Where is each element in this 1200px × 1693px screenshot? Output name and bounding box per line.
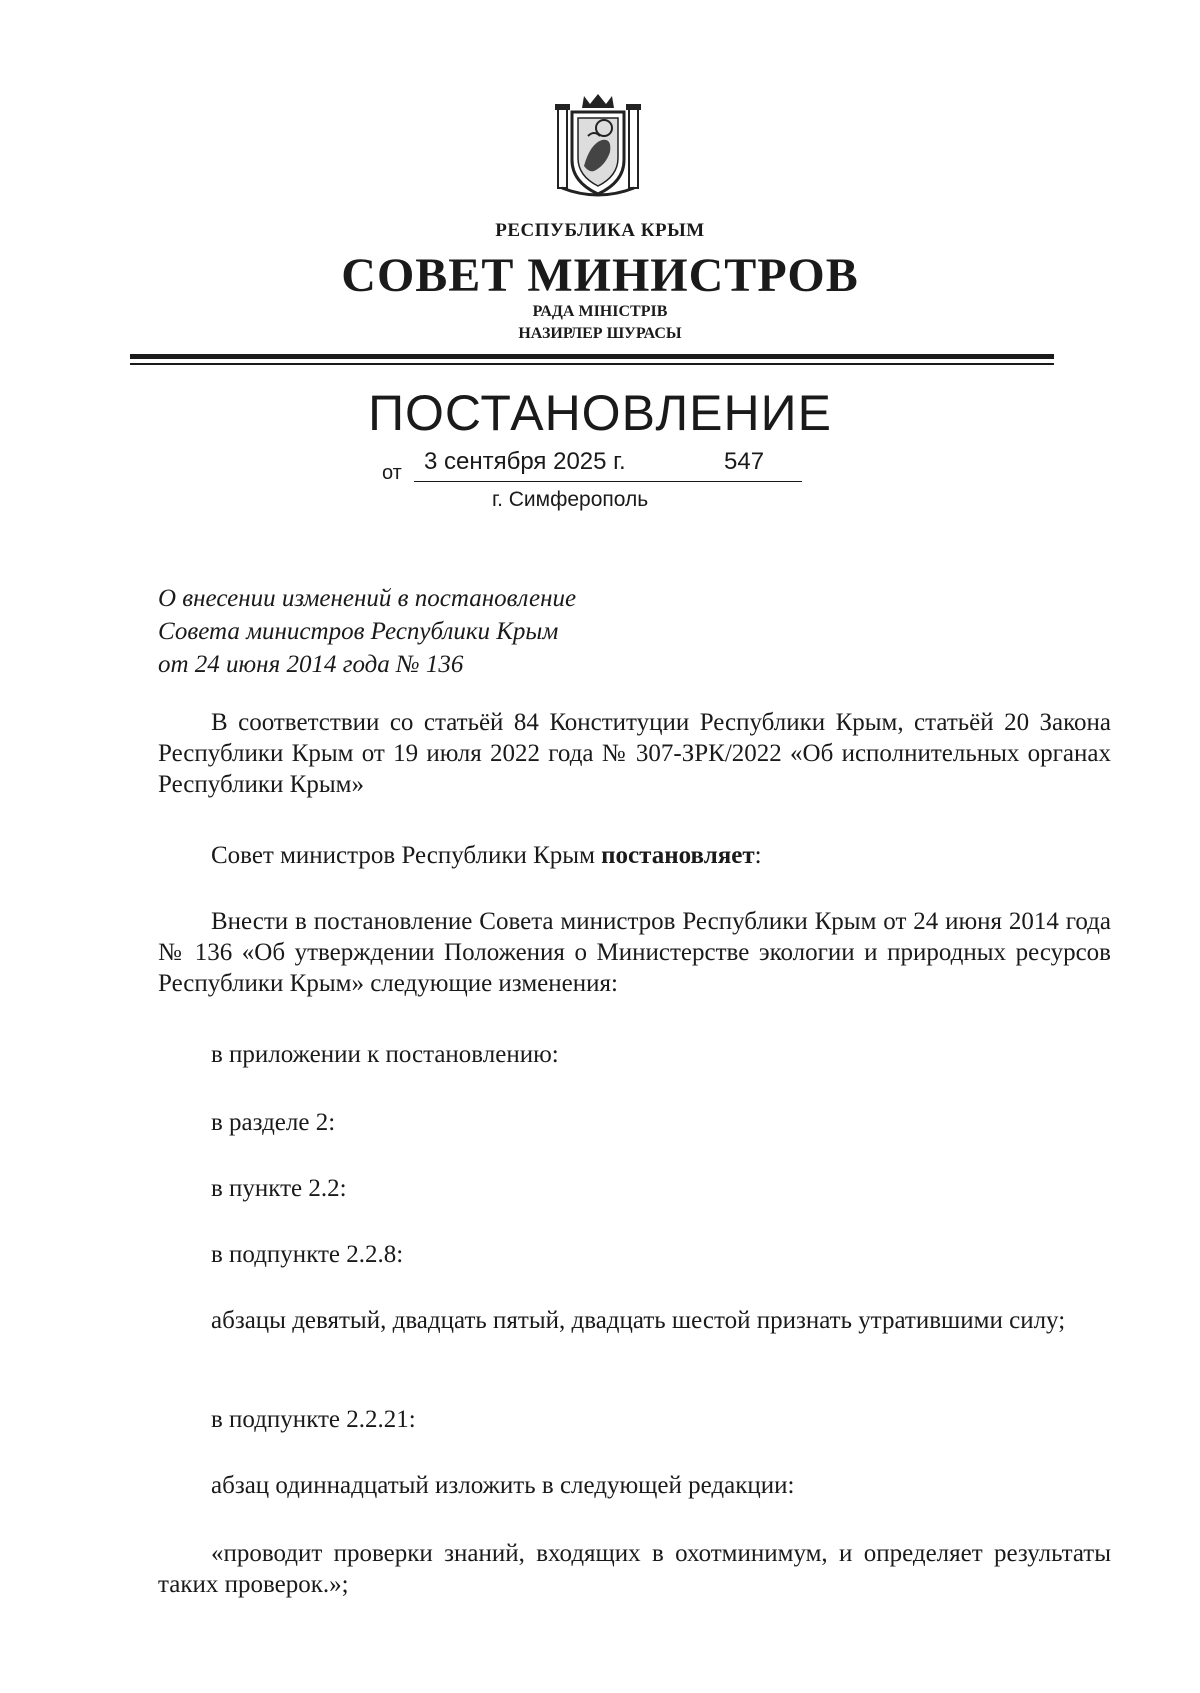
subject-line: от 24 июня 2014 года № 136 xyxy=(158,651,464,678)
header-divider-thick xyxy=(130,354,1054,359)
resolves-keyword: постановляет xyxy=(601,842,755,869)
council-name-ukrainian: РАДА МІНІСТРІВ xyxy=(532,303,668,320)
council-name-crimean-tatar: НАЗИРЛЕР ШУРАСЫ xyxy=(518,325,682,342)
date-prefix: от xyxy=(382,462,402,484)
decree-subject xyxy=(158,582,576,681)
list-item: в разделе 2: xyxy=(211,1109,336,1136)
resolves-colon: : xyxy=(754,842,762,869)
council-name: СОВЕТ МИНИСТРОВ xyxy=(341,249,859,302)
resolves-paragraph xyxy=(158,840,1111,871)
date-underline xyxy=(414,481,802,482)
quoted-paragraph: «проводит проверки знаний, входящих в охотминимум, и определяет результаты таких проверок.»; xyxy=(158,1540,1111,1598)
decree-date: 3 сентября 2025 г. xyxy=(424,448,626,475)
subject-line: О внесении изменений в постановление xyxy=(158,585,577,612)
decree-number: 547 xyxy=(724,448,765,475)
list-item: в подпункте 2.2.8: xyxy=(211,1241,404,1268)
subject-line: Совета министров Республики Крым xyxy=(158,618,559,645)
list-item: абзацы девятый, двадцать пятый, двадцать шестой признать утратившими силу; xyxy=(211,1307,1066,1334)
list-item: в подпункте 2.2.21: xyxy=(211,1406,416,1433)
preamble-paragraph: В соответствии со статьёй 84 Конституции Республики Крым, статьёй 20 Закона Республики Крым от 19 июля 2022 года № 307-ЗРК/2022 «Об исполнительных органах Республики Крым» xyxy=(158,709,1111,798)
crimea-coat-of-arms-icon xyxy=(548,90,648,202)
list-item: абзац одиннадцатый изложить в следующей редакции: xyxy=(211,1472,795,1499)
list-item: в пункте 2.2: xyxy=(211,1175,347,1202)
decree-date-line xyxy=(382,448,802,482)
republic-name: РЕСПУБЛИКА КРЫМ xyxy=(495,220,705,241)
amendment-paragraph: Внести в постановление Совета министров Республики Крым от 24 июня 2014 года № 136 «Об утверждении Положения о Министерстве экологии и природных ресурсов Республики Крым» следующие изменения: xyxy=(158,908,1111,997)
decree-title: ПОСТАНОВЛЕНИЕ xyxy=(368,385,832,441)
decree-city: г. Симферополь xyxy=(492,488,649,511)
header-divider-thin xyxy=(130,363,1054,365)
resolves-text: Совет министров Республики Крым xyxy=(211,842,602,869)
list-item: в приложении к постановлению: xyxy=(211,1041,559,1068)
